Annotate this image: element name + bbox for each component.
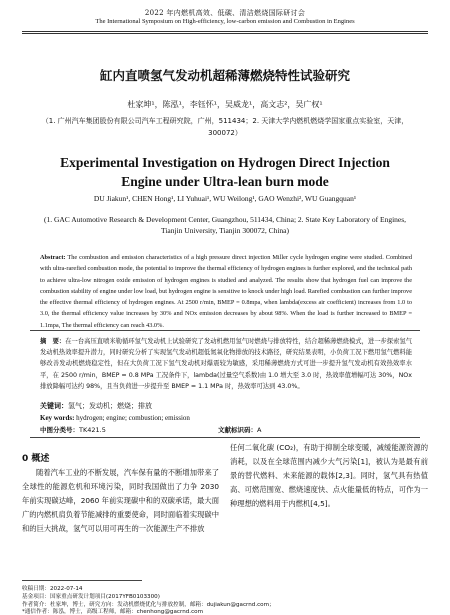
footnote-author: 作者简介：杜家坤，博士，研究方向：发动机燃烧优化与排放控制，邮箱：dujiakun@gacrnd.com； <box>22 602 275 608</box>
classification-number <box>40 425 106 434</box>
doc-code-label: 文献标识码： <box>218 426 257 434</box>
keywords-en-text: hydrogen; engine; combustion; emission <box>76 414 190 422</box>
abstract-cn-label: 摘 要： <box>40 338 66 345</box>
keywords-cn-text: 氢气；发动机；燃烧；排放 <box>68 402 152 410</box>
keywords-cn <box>40 401 412 411</box>
intro-left-column: 随着汽车工业的不断发展，汽车保有量的不断增加带来了全球性的能源危机和环境污染，同时我国做出了力争 2030 年前实现碳达峰，2060 年前实现碳中和的双碳承诺，最大面广的内燃机肩负着节能减排的重要使命，同时面临着实现碳中和的巨大挑战，氢气可以用可再生的一次能源生产不排放 <box>22 468 220 533</box>
footnote-rule <box>22 580 142 581</box>
section-title: 概述 <box>31 454 50 464</box>
paper-title-en: Experimental Investigation on Hydrogen Direct Injection Engine under Ultra-lean burn mode <box>60 155 390 189</box>
keywords-en-label: Key words: <box>40 414 75 422</box>
abstract-cn <box>40 336 412 392</box>
document-code <box>218 425 261 434</box>
conference-title-en: The International Symposium on High-efficiency, low-carbon emission and Combustion in Engines <box>95 18 355 25</box>
abstract-en-text: The combustion and emission characteristics of a high pressure direct injection Miller cycle hydrogen engine were studied. Combined with ultra-rarefied combustion mode, the potential to improve the thermal efficiency of hydrogen engines is further explored, and the technical path to achieve ultra-low nitrogen oxide emission of hydrogen engines is studied and analyzed. The results show that hydrogen fuel can improve the combustion stability of engine under low load, but hydrogen engine is sensitive to knock under high load. Rarefied combustion can further improve the effective thermal efficiency of hydrogen engines. At 2500 r/min, BMEP = 0.8mpa, when lambda(excess air coefficient) increases from 1.0 to 3.0, the thermal efficiency value increases by 30% and NOx emission decreases by about 98%. When the load is further increased to BMEP = 1.1mpa, The thermal efficiency can reach 43.0%. <box>40 254 412 329</box>
abstract-cn-text: 在一台高压直喷米勒循环氢气发动机上试验研究了发动机燃用氢气时燃烧与排放特性，结合超稀薄燃烧模式，进一步探索氢气发动机热效率提升潜力，同时研究分析了实现氢气发动机超低氮氧化物排放的技术路径，研究结果表明，小负荷工况下燃用氢气燃料能够改善发动机燃烧稳定性，但在大负荷工况下氢气发动机对爆震较为敏感，采用稀薄燃烧方式可进一步提升氢气发动机有效热效率水平，在 2500 r/min，BMEP = 0.8 MPa 工况条件下，lambda(过量空气系数)由 1.0 增大至 3.0 时，热效率值增幅可达 30%，NOx 排放降幅可达约 98%，且当负荷进一步提升至 BMEP = 1.1 MPa 时，热效率可达到 43.0%。 <box>40 338 413 390</box>
footnote-received: 收稿日期：2022-07-14 <box>22 586 83 592</box>
intro-right-column: 任何二氧化碳 (CO₂)，有助于抑制全球变暖，减缓能源资源的消耗，以及在全球范围内减少大气污染[1]，被认为是最有前景的替代燃料、未来能源的载体[2,3]。同时，氢气具有热值高、可燃范围宽、燃烧速度快、点火能量低的特点，可作为一种理想的燃料用于内燃机[4,5]。 <box>230 443 428 508</box>
authors-en: DU Jiakun¹, CHEN Hong¹, LI Yuhuai¹, WU Weilong¹, GAO Wenzhi², WU Guangquan¹ <box>93 194 357 203</box>
authors-cn: 杜家坤¹，陈泓¹，李钰怀¹，吴威龙¹，高文志²，吴广权¹ <box>127 100 323 109</box>
affiliation-en: (1. GAC Automotive Research & Development Center, Guangzhou, 511434, China; 2. State Key Laboratory of Engines, Tianjin University, Tianjin 300072, China) <box>43 215 407 235</box>
header-divider-thin <box>22 33 428 34</box>
keywords-divider <box>30 437 420 438</box>
keywords-en <box>40 414 412 422</box>
footnote-fund: 基金项目：国家重点研发计划项目(2017YFB0103300) <box>22 594 160 600</box>
abstract-en <box>40 252 412 331</box>
header-divider <box>22 31 428 32</box>
paper-title-cn: 缸内直喷氢气发动机超稀薄燃烧特性试验研究 <box>99 68 350 83</box>
conference-title-cn: 2022 年内燃机高效、低碳、清洁燃烧国际研讨会 <box>144 9 306 17</box>
clc-label: 中图分类号： <box>40 426 79 434</box>
abstract-en-label: Abstract: <box>40 254 66 261</box>
doc-code-value: A <box>257 426 262 434</box>
footnote-corresponding: *通信作者：陈泓，博士，高级工程师，邮箱：chenhong@gacrnd.com <box>22 609 204 615</box>
keywords-cn-label: 关键词： <box>40 402 68 410</box>
section-number: 0 <box>22 454 29 464</box>
abstract-divider <box>30 330 420 331</box>
section-heading <box>22 451 49 464</box>
clc-value: TK421.5 <box>79 426 106 434</box>
affiliation-cn: （1. 广州汽车集团股份有限公司汽车工程研究院，广州，511434；2. 天津大学内燃机燃烧学国家重点实验室，天津，300072） <box>41 117 409 137</box>
